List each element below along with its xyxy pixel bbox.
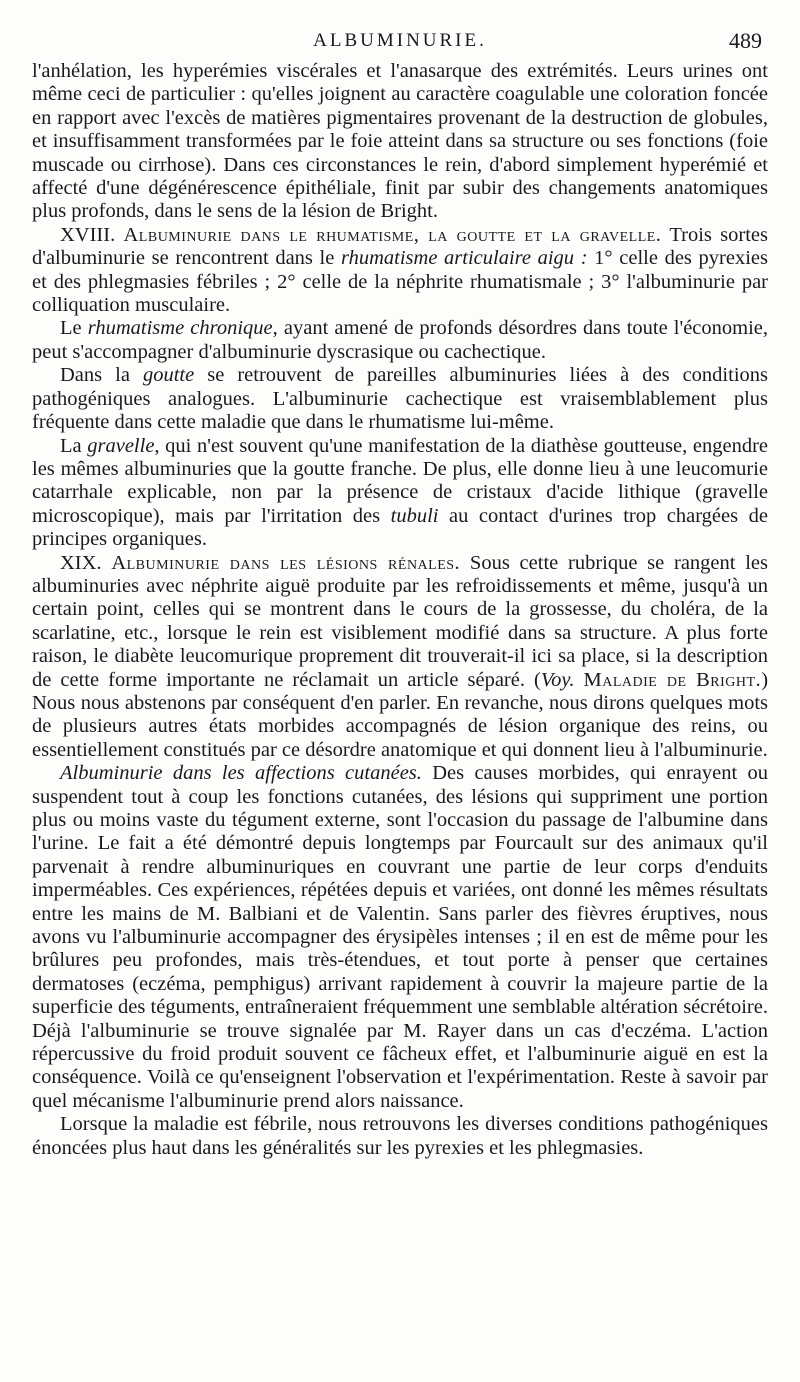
italic-term: goutte — [142, 364, 195, 387]
page-header — [0, 28, 800, 58]
section-xviii — [32, 224, 768, 318]
paragraph-text: , qui n'est souvent qu'une manifestation de la diathèse goutteuse, engendre les mêmes albuminuries que la goutte franche. De plus, elle donne lieu à une leucomurie catarrhale explicable, non par la présence de cristaux d'acide lithique (gravelle microscopique), mais par l'irritation des — [32, 434, 768, 527]
paragraph-text: Des causes morbides, qui enrayent ou suspendent tout à coup les fonctions cutanées, des lésions qui suppriment une portion plus ou moins vaste du tégument externe, sont l'occasion du passage de l'albumine dans l'urine. Le fait a été démontré depuis longtemps par Fourcault sur des animaux qu'il parvenait à rendre albuminuriques en couvrant une partie de leur corps d'enduits imperméables. Ces expériences, répétées depuis et variées, ont donné les mêmes résultats entre les mains de M. Balbiani et de Valentin. Sans parler des fièvres éruptives, nous avons vu l'albuminurie accompagner des érysipèles intenses ; il en est de même pour les brûlures peu profondes, mais très-étendues, et tout porte à penser que certaines dermatoses (eczéma, pemphigus) arrivant rapidement à couvrir la majeure partie de la superficie des téguments, entraîneraient fréquemment une semblable altération sécrétoire. Déjà l'albuminurie se trouve signalée par M. Rayer dans un cas d'eczéma. L'action répercussive du froid produit souvent ce fâcheux effet, et l'albuminurie aiguë en est la conséquence. Voilà ce qu'enseignent l'observation et l'expérimentation. Reste à savoir par quel mécanisme l'albuminurie prend alors naissance. — [32, 762, 768, 1112]
paragraph-continuation — [32, 60, 768, 224]
page-number: 489 — [729, 28, 762, 53]
paragraph-text: ) Nous nous abstenons par conséquent d'en parler. En revanche, nous dirons quelques mots de plusieurs autres états morbides accompagnés de lésion organique des reins, ou essentiellement constitués par ce désordre anatomique et qui donnent lieu à l'albuminurie. — [32, 668, 769, 761]
paragraph-text: 1° celle des pyrexies et des phlegmasies fébriles ; 2° celle de la néphrite rhumatismale ; 3° l'albuminurie par colliquation musculaire. — [32, 247, 768, 317]
section-number: XVIII. — [60, 223, 116, 246]
paragraph-text: Lorsque la maladie est fébrile, nous retrouvons les diverses conditions pathogéniques énoncées plus haut dans les généralités sur les pyrexies et les phlegmasies. — [32, 1113, 768, 1159]
paragraph-text: Trois sortes d'albuminurie se rencontrent dans le — [32, 223, 768, 270]
paragraph-text: l'anhélation, les hyperémies viscérales et l'anasarque des extrémités. Leurs urines ont même ceci de particulier : qu'elles joignent au caractère coagulable une coloration foncée en rapport avec l'excès de matières pigmentaires provenant de la destruction de globules, et insuffisamment transformées par le foie atteint dans sa structure ou ses fonctions (foie muscade ou cirrhose). Dans ces circonstances le rein, d'abord simplement hyperémié et affecté d'une dégénérescence épithéliale, finit par subir des changements anatomiques plus profonds, dans le sens de la lésion de Bright. — [32, 60, 768, 223]
paragraph-rhumatisme-chronique — [32, 317, 768, 364]
paragraph-text: Dans la — [60, 364, 143, 387]
paragraph-affections-cutanees — [32, 762, 768, 1113]
paragraph-text: se retrouvent de pareilles albuminuries liées à des conditions pathogéniques analogues. L'albuminurie cachectique est vraisemblablement plus fréquente dans cette maladie que dans le rhumatisme lui-même. — [32, 364, 768, 434]
paragraph-goutte — [32, 364, 768, 434]
body-text — [32, 60, 768, 1160]
italic-term: rhumatisme chronique — [87, 317, 273, 340]
section-number: XIX. — [60, 551, 102, 574]
running-head: ALBUMINURIE. — [313, 30, 487, 51]
paragraph-text: La — [60, 434, 88, 457]
paragraph-gravelle — [32, 435, 768, 552]
italic-term: gravelle — [87, 434, 155, 457]
section-heading: Albuminurie dans le rhumatisme, la goutte et la gravelle. — [123, 223, 662, 246]
paragraph-text: au contact d'urines trop chargées de principes organiques. — [32, 504, 768, 551]
paragraph-text: , ayant amené de profonds désordres dans toute l'économie, peut s'accompagner d'albuminurie dyscrasique ou cachectique. — [32, 317, 769, 363]
paragraph-text: Le — [60, 317, 88, 340]
subsection-heading: Albuminurie dans les affections cutanées. — [60, 762, 422, 785]
section-xix — [32, 552, 768, 763]
italic-term: tubuli — [390, 504, 439, 527]
cross-reference: Maladie de Bright. — [583, 668, 762, 691]
section-heading: Albuminurie dans les lésions rénales. — [111, 551, 461, 574]
paragraph-final — [32, 1113, 768, 1160]
paragraph-text: Sous cette rubrique se rangent les albuminuries avec néphrite aiguë produite par les refroidissements et même, jusqu'à un certain point, celles qui se montrent dans le cours de la grossesse, du choléra, de la scarlatine, etc., lorsque le rein est visiblement modifié dans sa structure. A plus forte raison, le diabète leucomurique proprement dit trouverait-il ici sa place, si la description de cette forme importante ne réclamait un article séparé. ( — [32, 551, 768, 691]
italic-term: Voy. — [540, 668, 575, 691]
italic-term: rhumatisme articulaire aigu : — [340, 247, 588, 270]
